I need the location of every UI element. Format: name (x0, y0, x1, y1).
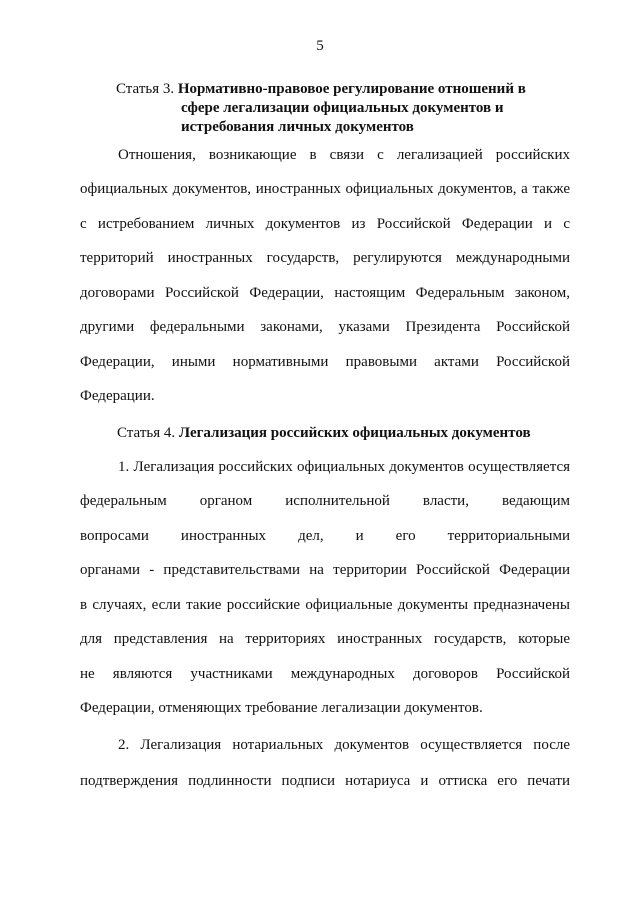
paragraph-line: Федерации. (80, 388, 155, 404)
page-number: 5 (316, 38, 324, 54)
paragraph-line: Отношения, возникающие в связи с легализацией российских (118, 147, 570, 163)
paragraph-line: не являются участниками международных договоров Российской (80, 666, 570, 682)
paragraph-line: органами - представительствами на территории Российской Федерации (80, 562, 570, 578)
paragraph-line: с истребованием личных документов из Российской Федерации и с (80, 216, 570, 232)
article-3-title-line-2: сфере легализации официальных документов и (181, 100, 504, 116)
article-3-label: Статья 3. (116, 81, 175, 97)
paragraph-line: 1. Легализация российских официальных документов осуществляется (118, 459, 570, 475)
paragraph-line: территорий иностранных государств, регулируются международными (80, 250, 570, 266)
paragraph-line: другими федеральными законами, указами Президента Российской (80, 319, 570, 335)
paragraph-line: вопросами иностранных дел, и его территориальными (80, 528, 570, 544)
article-3-heading (116, 80, 556, 137)
article-4-title: Легализация российских официальных документов (178, 425, 531, 441)
article-4-label: Статья 4. (117, 425, 176, 441)
paragraph-line: 2. Легализация нотариальных документов осуществляется после (118, 737, 570, 753)
paragraph-line: Федерации, иными нормативными правовыми актами Российской (80, 354, 570, 370)
article-3-title-line-3: истребования личных документов (181, 119, 414, 135)
paragraph-line: в случаях, если такие российские официальные документы предназначены (80, 597, 570, 613)
article-4-heading (117, 424, 587, 443)
article-3-title-line-1: Нормативно-правовое регулирование отношений в (177, 81, 526, 97)
paragraph-line: для представления на территориях иностранных государств, которые (80, 631, 570, 647)
paragraph-line: федеральным органом исполнительной власти, ведающим (80, 493, 570, 509)
paragraph-line: официальных документов, иностранных официальных документов, а также (80, 181, 570, 197)
paragraph-line: договорами Российской Федерации, настоящим Федеральным законом, (80, 285, 570, 301)
article-3-heading-line-1 (116, 80, 556, 99)
paragraph-line: подтверждения подлинности подписи нотариуса и оттиска его печати (80, 773, 570, 789)
paragraph-line: Федерации, отменяющих требование легализации документов. (80, 700, 483, 716)
